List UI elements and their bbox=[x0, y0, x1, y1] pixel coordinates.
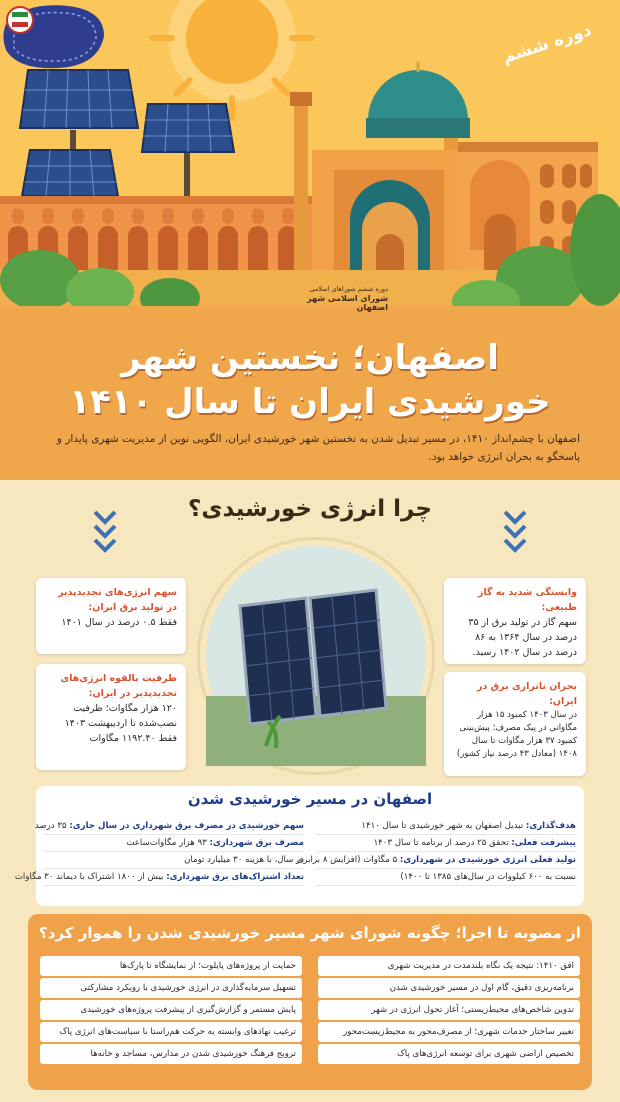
list-item: حمایت از پروژه‌های پایلوت؛ از نمایشگاه تا پارک‌ها bbox=[40, 956, 302, 976]
list-item: تعداد اشتراک‌های برق شهرداری: بیش از ۱۸۰۰ اشتراک با دیماند ۳۰ مگاوات bbox=[44, 869, 304, 886]
intro-text: اصفهان با چشم‌انداز ۱۴۱۰، در مسیر تبدیل شدن به نخستین شهر خورشیدی ایران، الگویی نوین از مدیریت شهری پایدار و پاسخگو به بحران انرژی خواهد بود. bbox=[56, 433, 580, 463]
implementation-right-list bbox=[318, 956, 580, 1066]
sun-icon bbox=[152, 0, 312, 118]
why-solar-title: چرا انرژی خورشیدی؟ bbox=[188, 496, 432, 522]
list-item: برنامه‌ریزی دقیق، گام اول در مسیر خورشیدی شدن bbox=[318, 978, 580, 998]
hero-illustration bbox=[0, 0, 620, 330]
list-item: هدف‌گذاری: تبدیل اصفهان به شهر خورشیدی تا سال ۱۴۱۰ bbox=[316, 818, 576, 835]
list-item: ترویج فرهنگ خورشیدی شدن در مدارس، مساجد و خانه‌ها bbox=[40, 1044, 302, 1064]
info-card: وابستگی شدید به گاز طبیعی: سهم گاز در تولید برق از ۳۵ درصد در سال ۱۳۶۴ به ۸۶ درصد در سال ۱۴۰۲ رسید. bbox=[444, 578, 586, 664]
implementation-title: از مصوبه تا اجرا؛ چگونه شورای شهر مسیر خورشیدی شدن را هموار کرد؟ bbox=[39, 924, 581, 942]
list-item: تولید فعلی انرژی خورشیدی در شهرداری: ۵ مگاوات (افزایش ۸ برابری bbox=[316, 852, 576, 869]
mosque-icon bbox=[290, 62, 470, 290]
list-item: ترغیب نهادهای وابسته به حرکت هم‌راستا با سیاست‌های انرژی پاک bbox=[40, 1022, 302, 1042]
list-item: مصرف برق شهرداری: ۹۳ هزار مگاوات‌ساعت bbox=[44, 835, 304, 852]
implementation-left-list bbox=[40, 956, 302, 1066]
page-title: اصفهان؛ نخستین شهر خورشیدی ایران تا سال ۱۴۱۰ bbox=[69, 338, 551, 422]
list-item: نسبت به ۶۰۰ کیلووات در سال‌های ۱۳۸۵ تا ۱۴۰۰) bbox=[316, 869, 576, 886]
list-item: تدوین شاخص‌های محیط‌زیستی؛ آغاز تحول انرژی در شهر bbox=[318, 1000, 580, 1020]
info-card: ظرفیت بالقوه انرژی‌های تجدیدپذیر در ایران: ۱۲۰ هزار مگاوات؛ ظرفیت نصب‌شده تا اردیبهشت ۱۴۰۳ فقط ۱۱۹۲.۴۰ مگاوات bbox=[36, 664, 186, 770]
list-item: تغییر ساختار خدمات شهری؛ از مصرف‌محور به محیط‌زیست‌محور bbox=[318, 1022, 580, 1042]
council-logo-text: دوره ششم شوراهای اسلامی شورای اسلامی شهر اصفهان bbox=[307, 285, 388, 312]
solar-panel-icon bbox=[206, 546, 426, 766]
list-item: تسهیل سرمایه‌گذاری در انرژی خورشیدی با رویکرد مشارکتی bbox=[40, 978, 302, 998]
list-item: تخصیص اراضی شهری برای توسعه انرژی‌های پاک bbox=[318, 1044, 580, 1064]
list-item: در سال، با هزینه ۳۰ میلیارد تومان bbox=[44, 852, 304, 869]
list-item: پیشرفت فعلی: تحقق ۲۵ درصد از برنامه تا سال ۱۴۰۳ bbox=[316, 835, 576, 852]
path-left-list bbox=[14, 818, 304, 886]
path-title: اصفهان در مسیر خورشیدی شدن bbox=[187, 790, 433, 808]
chevron-down-icon bbox=[92, 506, 118, 556]
list-item: سهم خورشیدی در مصرف برق شهرداری در سال جاری: ۳۵ درصد bbox=[44, 818, 304, 835]
list-item: پایش مستمر و گزارش‌گیری از پیشرفت پروژه‌های خورشیدی bbox=[40, 1000, 302, 1020]
info-card: سهم انرژی‌های تجدیدپذیر در تولید برق ایران: فقط ۰.۵ درصد در سال ۱۴۰۱ bbox=[36, 578, 186, 654]
info-card: بحران ناترازی برق در ایران: در سال ۱۴۰۳ کمبود ۱۵ هزار مگاواتی در پیک مصرف؛ پیش‌بینی کمبود ۳۷ هزار مگاوات تا سال ۱۴۰۸ (معادل ۴۳ درصد نیاز کشور) bbox=[444, 672, 586, 776]
solar-panel-photo bbox=[200, 540, 432, 772]
council-emblem-icon bbox=[0, 0, 110, 40]
list-item: افق ۱۴۱۰: نتیجه یک نگاه بلندمدت در مدیریت شهری bbox=[318, 956, 580, 976]
path-right-list bbox=[296, 818, 576, 886]
badge-label: دوره ششم bbox=[499, 20, 595, 68]
chevron-down-icon bbox=[502, 506, 528, 556]
